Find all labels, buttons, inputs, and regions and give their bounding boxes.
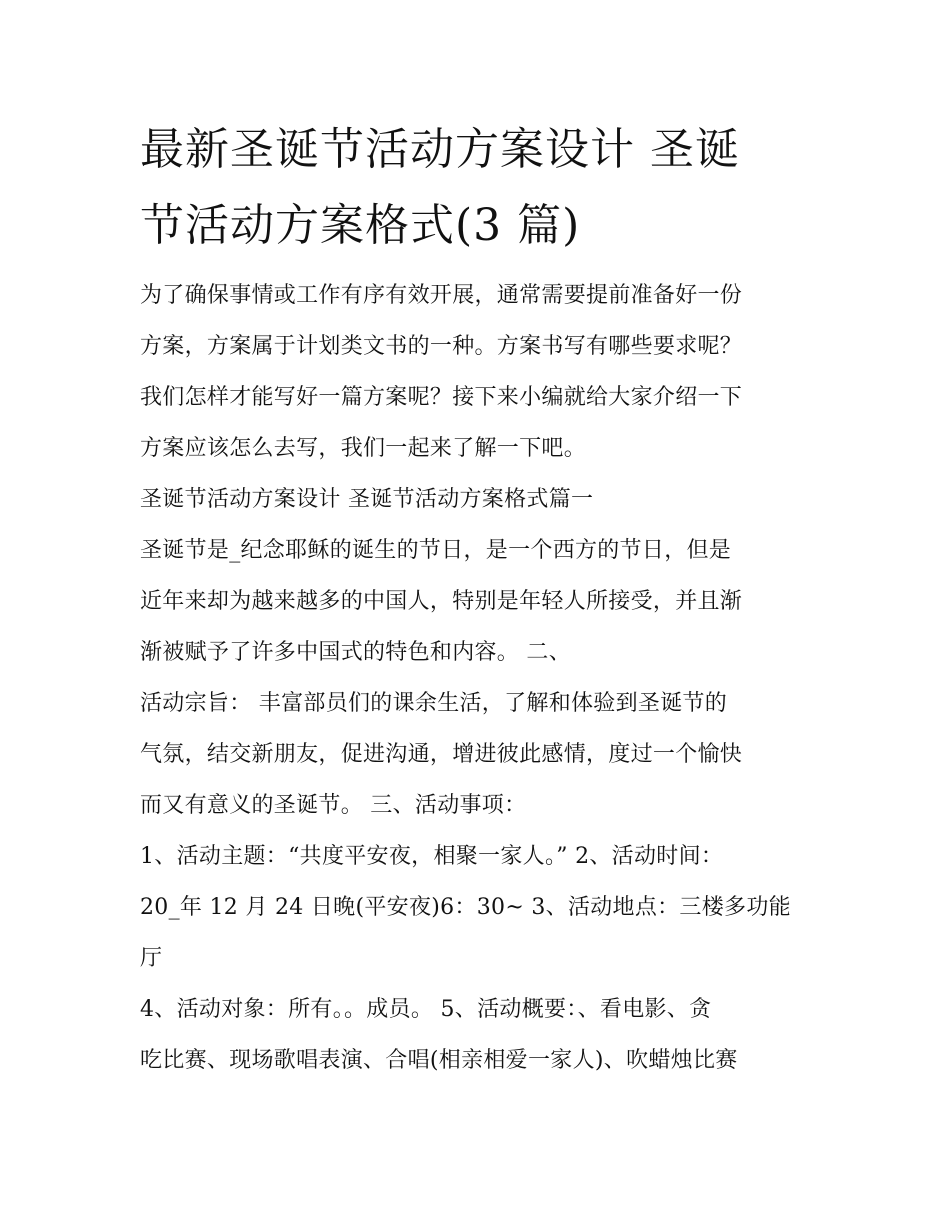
- intro-line: 方案，方案属于计划类文书的一种。方案书写有哪些要求呢？: [140, 334, 743, 359]
- paragraph-line: 渐被赋予了许多中国式的特色和内容。 二、: [140, 640, 571, 665]
- document-page: [140, 112, 820, 1086]
- paragraph-line: 圣诞节是_纪念耶稣的诞生的节日，是一个西方的节日，但是: [140, 538, 732, 563]
- paragraph-overview: [140, 984, 820, 1086]
- intro-line: 我们怎样才能写好一篇方案呢？接下来小编就给大家介绍一下: [140, 385, 743, 410]
- title-line-1: 最新圣诞节活动方案设计 圣诞: [140, 124, 740, 175]
- section-heading-text: 圣诞节活动方案设计 圣诞节活动方案格式篇一: [140, 487, 594, 512]
- title-line-2: 节活动方案格式(3 篇): [140, 200, 581, 251]
- paragraph-purpose: [140, 678, 820, 831]
- paragraph-line: 吃比赛、现场歌唱表演、合唱(相亲相爱一家人)、吹蜡烛比赛: [140, 1048, 738, 1073]
- paragraph-line: 活动宗旨： 丰富部员们的课余生活，了解和体验到圣诞节的: [140, 691, 728, 716]
- intro-line: 为了确保事情或工作有序有效开展，通常需要提前准备好一份: [140, 283, 743, 308]
- paragraph-line: 气氛，结交新朋友，促进沟通，增进彼此感情，度过一个愉快: [140, 742, 743, 767]
- intro-paragraph: [140, 270, 820, 474]
- document-title: [140, 112, 810, 264]
- section-heading: [140, 474, 820, 525]
- paragraph-line: 厅: [140, 946, 163, 971]
- paragraph-line: 20_年 12 月 24 日晚(平安夜)6：30~ 3、活动地点：三楼多功能: [140, 895, 791, 920]
- paragraph-line: 近年来却为越来越多的中国人，特别是年轻人所接受，并且渐: [140, 589, 743, 614]
- paragraph-line: 1、活动主题：“共度平安夜，相聚一家人。” 2、活动时间：: [140, 844, 724, 869]
- intro-line: 方案应该怎么去写，我们一起来了解一下吧。: [140, 436, 587, 461]
- paragraph-details: [140, 831, 820, 984]
- paragraph-line: 而又有意义的圣诞节。 三、活动事项：: [140, 793, 527, 818]
- paragraph-line: 4、活动对象：所有。。成员。 5、活动概要：、看电影、贪: [140, 997, 712, 1022]
- paragraph-background: [140, 525, 820, 678]
